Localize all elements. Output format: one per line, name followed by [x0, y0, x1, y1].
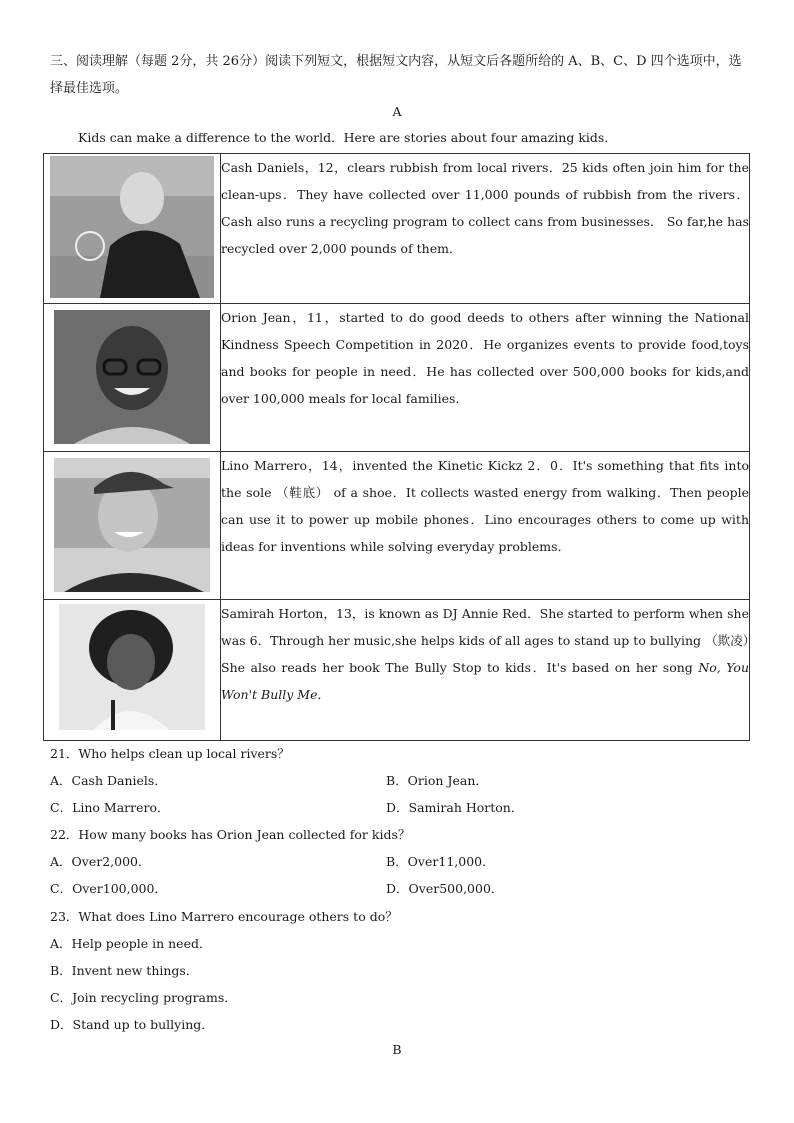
option-d[interactable]: D．Samirah Horton． [386, 800, 524, 815]
question-stem: 23．What does Lino Marrero encourage others to do？ [50, 909, 398, 924]
option-c[interactable]: C．Over100,000． [50, 881, 167, 896]
song-title: No, You Won't Bully Me [221, 660, 750, 702]
story-text: Orion Jean，11，started to do good deeds to others after winning the National Kindness Speech Competition in 2020．He organizes events to provide food,toys and books for people in need．He has collected over 500,000 books for kids,and over 100,000 meals for local families． [221, 310, 749, 406]
option-d[interactable]: D．Stand up to bullying． [50, 1017, 214, 1032]
question-stem: 21．Who helps clean up local rivers？ [50, 746, 290, 761]
option-a[interactable]: A．Cash Daniels． [50, 773, 167, 788]
story-text-cell [221, 600, 750, 741]
option-a[interactable]: A．Help people in need． [50, 936, 212, 951]
passage-b-label: B [392, 1042, 402, 1057]
question-stem: 22．How many books has Orion Jean collected for kids？ [50, 827, 411, 842]
passage-a-label: A [392, 104, 402, 119]
option-a[interactable]: A．Over2,000． [50, 854, 151, 869]
option-b[interactable]: B．Orion Jean． [386, 773, 488, 788]
photo-cell [44, 154, 221, 304]
option-c[interactable]: C．Join recycling programs． [50, 990, 237, 1005]
story-text-cell [221, 452, 750, 600]
story-text: Lino Marrero，14，invented the Kinetic Kickz 2．0．It's something that fits into the sole （鞋底） of a shoe．It collects wasted energy from walking．Then people can use it to power up mobile phones．Lino encourages others to come up with ideas for inventions while solving everyday problems． [221, 458, 749, 554]
girl-with-curly-hair-photo [59, 604, 205, 730]
section-header: 三、阅读理解（每题 2分，共 26分）阅读下列短文，根据短文内容，从短文后各题所给的 A、B、C、D 四个选项中，选择最佳选项。 [50, 54, 742, 96]
option-b[interactable]: B．Over11,000． [386, 854, 495, 869]
story-text: Cash Daniels，12，clears rubbish from local rivers．25 kids often join him for the clean-ups．They have collected over 11,000 pounds of rubbish from the rivers．Cash also runs a recycling program to collect cans from businesses． So far,he has recycled over 2,000 pounds of them． [221, 160, 749, 256]
story-row [44, 600, 750, 741]
option-d[interactable]: D．Over500,000． [386, 881, 504, 896]
stories-table [43, 153, 750, 741]
story-row [44, 452, 750, 600]
photo-cell [44, 600, 221, 741]
option-b[interactable]: B．Invent new things． [50, 963, 199, 978]
story-row [44, 304, 750, 452]
story-row [44, 154, 750, 304]
boy-with-cap-photo [54, 458, 210, 592]
story-text: Samirah Horton，13，is known as DJ Annie Red．She started to perform when she was 6．Through her music,she helps kids of all ages to stand up to bullying （欺凌）She also reads her book The Bully Stop to kids．It's based on her song [221, 606, 749, 675]
boy-with-fishing-line-photo [50, 156, 214, 298]
boy-with-glasses-photo [54, 310, 210, 444]
photo-cell [44, 304, 221, 452]
story-text-cell [221, 154, 750, 304]
photo-cell [44, 452, 221, 600]
passage-intro: Kids can make a difference to the world．Here are stories about four amazing kids． [78, 130, 617, 145]
option-c[interactable]: C．Lino Marrero． [50, 800, 170, 815]
story-text-end: ． [317, 687, 330, 702]
story-text-cell [221, 304, 750, 452]
